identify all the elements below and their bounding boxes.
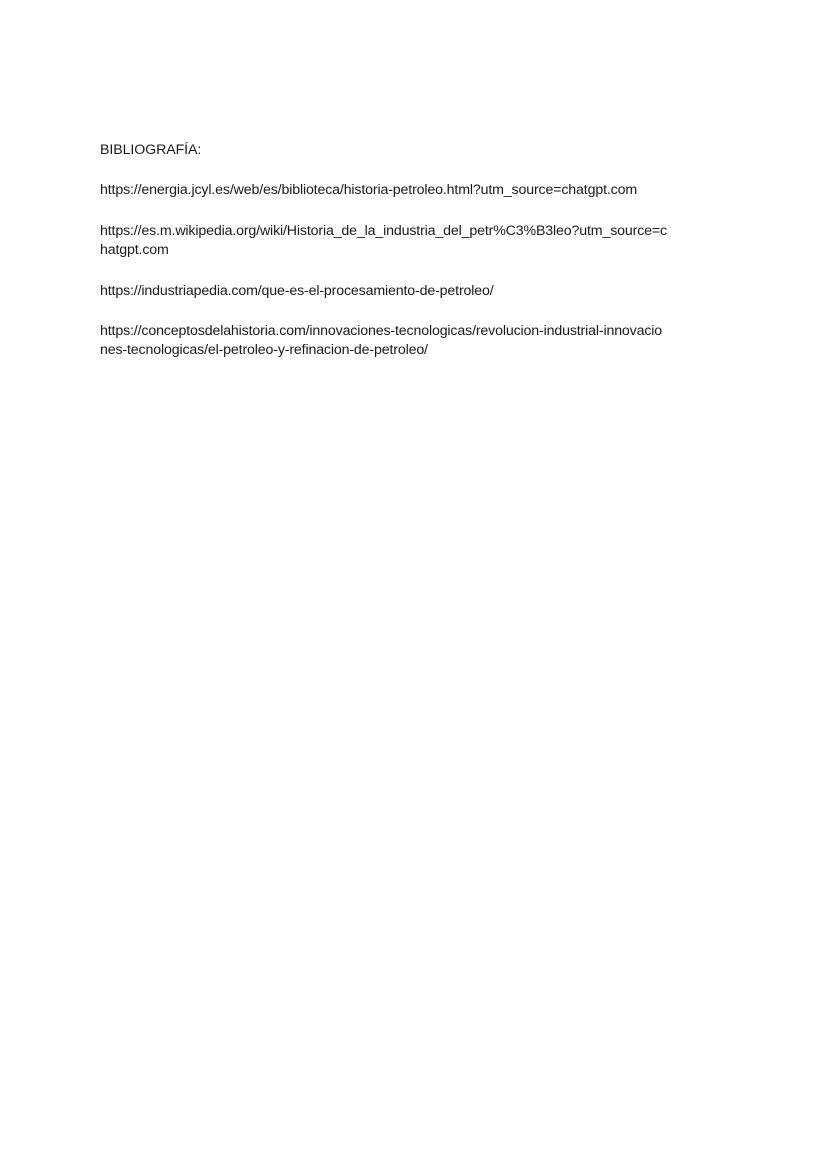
reference-item[interactable] [100, 222, 740, 260]
reference-item[interactable] [100, 181, 740, 200]
bibliography-heading: BIBLIOGRAFÍA: [100, 142, 202, 158]
reference-url-line: https://es.m.wikipedia.org/wiki/Historia_de_la_industria_del_petr%C3%B3leo?utm_source=c [100, 223, 667, 239]
reference-url-line: https://industriapedia.com/que-es-el-procesamiento-de-petroleo/ [100, 283, 494, 299]
reference-url-line: hatgpt.com [100, 242, 169, 258]
reference-item[interactable] [100, 322, 740, 360]
reference-item[interactable] [100, 282, 740, 301]
reference-url-line: nes-tecnologicas/el-petroleo-y-refinacion-de-petroleo/ [100, 342, 428, 358]
reference-url-line: https://conceptosdelahistoria.com/innovaciones-tecnologicas/revolucion-industrial-innovacio [100, 323, 663, 339]
reference-url-line: https://energia.jcyl.es/web/es/biblioteca/historia-petroleo.html?utm_source=chatgpt.com [100, 182, 638, 198]
